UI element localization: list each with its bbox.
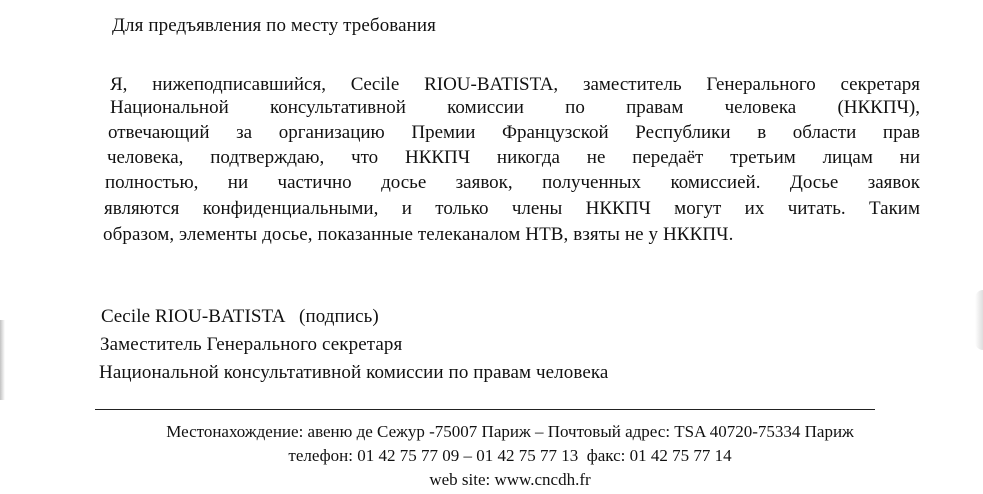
scan-edge-shadow [0, 320, 5, 400]
footer-address: Местонахождение: авеню де Сежур -75007 Париж – Почтовый адрес: TSA 40720-75334 Париж [166, 422, 854, 441]
footer-phones: телефон: 01 42 75 77 09 – 01 42 75 77 13 факс: 01 42 75 77 14 [288, 446, 732, 465]
paragraph-line: являются конфиденциальными, и только члены НККПЧ могут их читать. Таким [104, 198, 920, 219]
paragraph-line: Национальной консультативной комиссии по правам человека (НККПЧ), [110, 97, 920, 118]
scan-edge-shadow [975, 290, 983, 350]
paragraph-line: Я, нижеподписавшийся, Cecile RIOU-BATISTA, заместитель Генерального секретаря [110, 74, 920, 95]
footer-website: web site: www.cncdh.fr [429, 470, 591, 489]
signature-title-line: Заместитель Генерального секретаря [100, 334, 403, 355]
paragraph-line-last: образом, элементы досье, показанные телеканалом НТВ, взяты не у НККПЧ. [103, 224, 734, 245]
footer-divider [95, 409, 875, 410]
document-heading: Для предъявления по месту требования [112, 15, 437, 36]
paragraph-line: человека, подтверждаю, что НККПЧ никогда не передаёт третьим лицам ни [107, 147, 920, 168]
paragraph-line: отвечающий за организацию Премии Французской Республики в области прав [108, 122, 920, 143]
signature-organization-line: Национальной консультативной комиссии по правам человека [99, 362, 609, 383]
signature-name-line: Cecile RIOU-BATISTA (подпись) [101, 306, 379, 327]
paragraph-line: полностью, ни частично досье заявок, полученных комиссией. Досье заявок [105, 172, 920, 193]
